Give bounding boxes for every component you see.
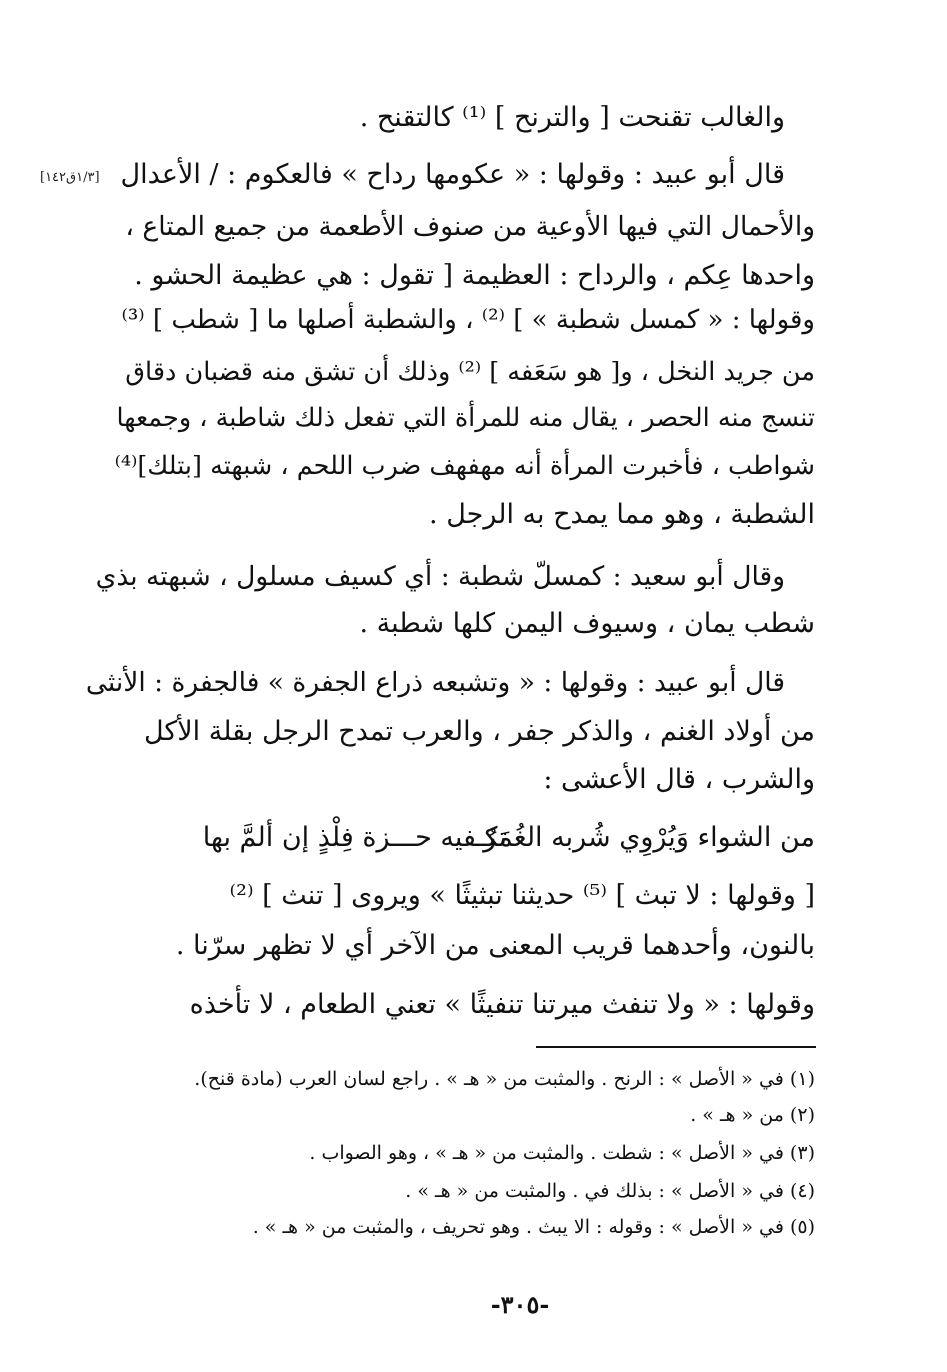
footnote-5: (٥) في « الأصل » : وقوله : الا يبث . وهو تحريف ، والمثبت من « هـ » . <box>252 1216 815 1238</box>
body-line-7: تنسج منه الحصر ، يقال منه للمرأة التي تفعل ذلك شاطبة ، وجمعها <box>116 403 815 433</box>
body-line-2: قال أبو عبيد : وقولها : « عكومها رداح » فالعكوم : / الأعدال <box>120 159 785 190</box>
body-line-15: [ وقولها : لا تبث ] ⁽⁵⁾ حديثنا تبثيثًا » ويروى [ تنث ] ⁽²⁾ <box>229 880 815 911</box>
body-line-9: الشطبة ، وهو مما يمدح به الرجل . <box>429 499 815 530</box>
body-line-14: والشرب ، قال الأعشى : <box>543 764 815 795</box>
footnote-4: (٤) في « الأصل » : بذلك في . والمثبت من « هـ » . <box>405 1180 815 1202</box>
body-line-17: وقولها : « ولا تنفث ميرتنا تنفيثًا » تعني الطعام ، لا تأخذه <box>189 989 815 1020</box>
footnote-3: (٣) في « الأصل » : شطت . والمثبت من « هـ » ، وهو الصواب . <box>309 1142 815 1164</box>
body-line-1: والغالب تقنحت [ والترنح ] ⁽¹⁾ كالتقنح . <box>359 102 785 133</box>
body-line-3: والأحمال التي فيها الأوعية من صنوف الأطعمة من جميع المتاع ، <box>125 211 815 242</box>
footnote-1: (١) في « الأصل » : الرنح . والمثبت من « هـ » . راجع لسان العرب (مادة قنح). <box>194 1068 815 1090</box>
body-line-5: وقولها : « كمسل شطبة » ] ⁽²⁾ ، والشطبة أصلها ما [ شطب ] ⁽³⁾ <box>121 305 815 335</box>
body-line-10: وقال أبو سعيد : كمسلّ شطبة : أي كسيف مسلول ، شبهته بذي <box>95 561 785 592</box>
body-line-11: شطب يمان ، وسيوف اليمن كلها شطبة . <box>359 608 815 639</box>
body-line-6: من جريد النخل ، و[ هو سَعَفه ] ⁽²⁾ وذلك أن تشق منه قضبان دقاق <box>125 357 815 387</box>
verse-first-hemistich: تكـفيه حـــزة فِلْذٍ إن ألمَّ بها <box>202 822 507 853</box>
body-line-4: واحدها عِكم ، والرداح : العظيمة [ تقول : هي عظيمة الحشو . <box>134 260 815 291</box>
body-line-16: بالنون، وأحدهما قريب المعنى من الآخر أي لا تظهر سرّنا . <box>175 930 815 961</box>
body-line-13: من أولاد الغنم ، والذكر جفر ، والعرب تمدح الرجل بقلة الأكل <box>143 716 815 747</box>
page-number: -٣٠٥- <box>490 1290 550 1319</box>
body-line-8: شواطب ، فأخبرت المرأة أنه مهفهف ضرب اللحم ، شبهته [بتلك]⁽⁴⁾ <box>114 451 815 481</box>
verse-second-hemistich: من الشواء وَيُرْوِي شُربه الغُمَرُ <box>483 822 815 853</box>
manuscript-folio-note: [١/٣ق١٤٢] <box>40 170 100 185</box>
body-line-12: قال أبو عبيد : وقولها : « وتشبعه ذراع الجفرة » فالجفرة : الأنثى <box>85 667 785 698</box>
footnote-separator <box>536 1046 816 1048</box>
footnote-2: (٢) من « هـ » . <box>690 1104 815 1126</box>
